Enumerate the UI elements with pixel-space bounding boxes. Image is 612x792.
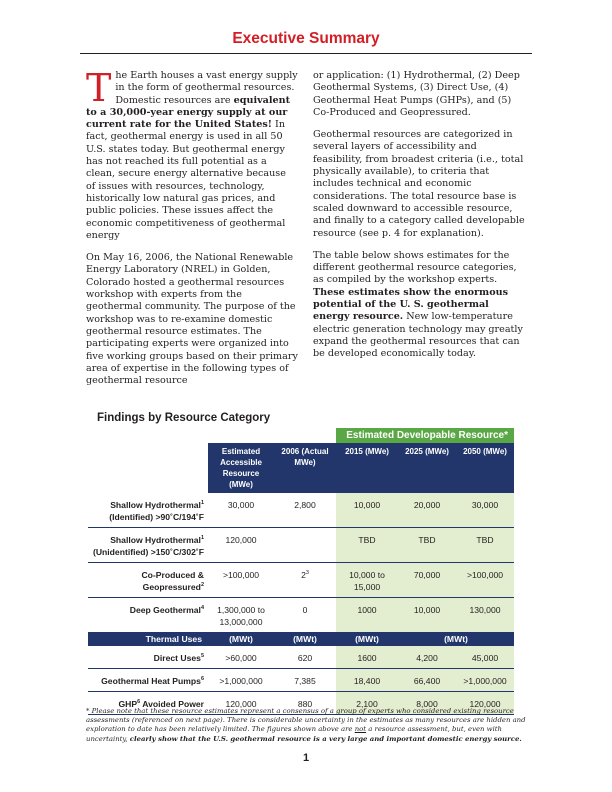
col-header-2050: 2050 (MWe) (456, 443, 514, 493)
table-header-row (88, 443, 514, 493)
page-title: Executive Summary (232, 30, 380, 47)
intro-paragraph: The Earth houses a vast energy supply in the form of geothermal resources. Domestic resources are equivalent to a 30,000-year energy supply at our current rate for the United States! In fact, geothermal energy is used in all 50 U.S. states today. But geothermal energy has not reached its full potential as a clean, secure energy alternative because of issues with resources, technology, historically low natural gas prices, and public policies. These issues affect the economic competitiveness of geothermal energy (86, 66, 298, 241)
findings-heading: Findings by Resource Category (97, 412, 271, 424)
table-row: Direct Uses$^5$ >60,000 620 1600 4,200 45,000 (88, 646, 514, 669)
developable-group-header: Estimated Developable Resource* (336, 428, 514, 443)
table-row: Shallow Hydrothermal$^1$ (Unidentified) >150˚C/302˚F 120,000 TBD TBD TBD (88, 528, 514, 563)
col-header-2015: 2015 (MWe) (336, 443, 398, 493)
left-column (86, 66, 298, 397)
categories-paragraph: Geothermal resources are categorized in several layers of accessibility and feasibility, from broadest criteria (i.e., total physically available), to criteria that includes technical and economic considerations. The total resource base is scaled downward to accessible resource, and finally to a category called developable resource (see p. 4 for explanation). (313, 129, 525, 239)
table-row: Deep Geothermal$^4$ 1,300,000 to 13,000,000 0 1000 10,000 130,000 (88, 598, 514, 633)
drop-cap: T (86, 66, 112, 110)
workshop-paragraph: On May 16, 2006, the National Renewable Energy Laboratory (NREL) in Golden, Colorado hosted a geothermal resources workshop with experts from the geothermal community. The purpose of the workshop was to re-examine domestic geothermal resource estimates. The participating experts were organized into five working groups based on their primary area of expertise in the following types of geothermal resource (86, 252, 298, 387)
page-number: 1 (302, 752, 310, 764)
resource-types-paragraph: or application: (1) Hydrothermal, (2) Deep Geothermal Systems, (3) Direct Use, (4) Geothermal Heat Pumps (GHPs), and (5) Co-Produced and Geopressured. (313, 70, 520, 118)
table-row: Geothermal Heat Pumps$^6$ >1,000,000 7,385 18,400 66,400 >1,000,000 (88, 669, 514, 692)
footnote: * Please note that these resource estimates represent a consensus of a group of experts who considered existing resource assessments (referenced on next page). There is considerable uncertainty in the estimates as many resources are hidden and exploration to date has been relatively limited. The figures shown above are not a resource assessment, but, even with uncertainty, clearly show that the U.S. geothermal resource is a very large and important domestic energy source. (86, 707, 526, 743)
title-rule (80, 53, 532, 54)
col-header-2025: 2025 (MWe) (398, 443, 456, 493)
table-row: Co-Produced & Geopressured$^2$ >100,000 $2^3$ 10,000 to 15,000 70,000 >100,000 (88, 563, 514, 598)
findings-table (88, 428, 514, 715)
table-row: GHP$^6$ Avoided Power 120,000 880 2,100 8,000 120,000 (88, 692, 514, 715)
col-header-2006: 2006 (Actual MWe) (274, 443, 336, 493)
table-row: Shallow Hydrothermal$^1$ (Identified) >90˚C/194˚F 30,000 2,800 10,000 20,000 30,000 (88, 493, 514, 528)
right-column (313, 70, 525, 371)
thermal-uses-header: Thermal Uses (MWt) (MWt) (MWt) (MWt) (88, 632, 514, 646)
table-intro-paragraph: The table below shows estimates for the different geothermal resource categories, as compiled by the workshop experts. These estimates show the enormous potential of the U. S. geothermal energy resource. New low-temperature electric generation technology may greatly expand the geothermal resources that can be developed economically today. (313, 249, 523, 360)
col-header-accessible: Estimated Accessible Resource (MWe) (208, 443, 274, 493)
